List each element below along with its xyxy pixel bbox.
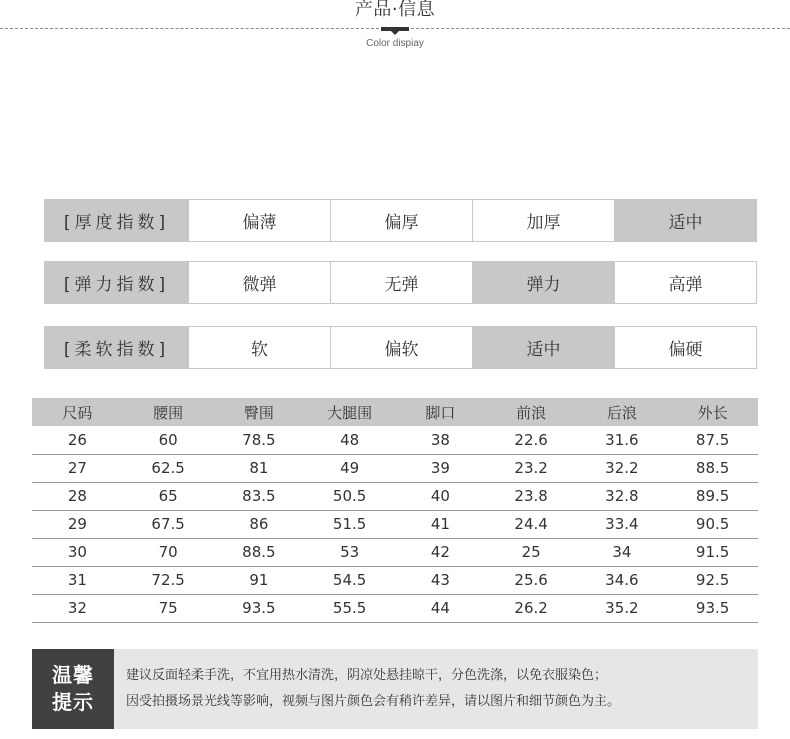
table-cell: 86 [214, 510, 305, 538]
table-cell: 51.5 [304, 510, 395, 538]
care-tip-box [32, 649, 758, 729]
care-tip-line2: 因受拍摄场景光线等影响，视频与图片颜色会有稍许差异，请以图片和细节颜色为主。 [126, 694, 621, 709]
elasticity-option-slight: 微弹 [189, 261, 331, 304]
table-row [32, 594, 758, 622]
table-cell: 53 [304, 538, 395, 566]
thickness-option-thick: 偏厚 [331, 199, 473, 242]
care-tip-title-line1: 温馨 [52, 663, 94, 687]
table-cell: 55.5 [304, 594, 395, 622]
table-cell: 30 [32, 538, 123, 566]
table-cell: 33.4 [577, 510, 668, 538]
table-cell: 88.5 [667, 454, 758, 482]
table-row [32, 566, 758, 594]
thickness-index-label: [厚度指数] [44, 199, 189, 242]
table-cell: 49 [304, 454, 395, 482]
header-size: 尺码 [32, 398, 123, 426]
header-back-rise: 后浪 [577, 398, 668, 426]
table-cell: 44 [395, 594, 486, 622]
care-tip-title [32, 649, 114, 729]
table-cell: 41 [395, 510, 486, 538]
table-cell: 40 [395, 482, 486, 510]
table-cell: 38 [395, 426, 486, 454]
table-cell: 70 [123, 538, 214, 566]
table-cell: 32.2 [577, 454, 668, 482]
table-cell: 26.2 [486, 594, 577, 622]
table-cell: 93.5 [667, 594, 758, 622]
table-cell: 87.5 [667, 426, 758, 454]
elasticity-index-row [44, 261, 757, 304]
elasticity-option-stretch: 弹力 [473, 261, 615, 304]
section-subtitle: Color dispiay [366, 38, 424, 49]
table-cell: 91.5 [667, 538, 758, 566]
table-cell: 54.5 [304, 566, 395, 594]
table-cell: 89.5 [667, 482, 758, 510]
care-tip-body [114, 649, 620, 729]
table-cell: 39 [395, 454, 486, 482]
table-cell: 72.5 [123, 566, 214, 594]
table-cell: 26 [32, 426, 123, 454]
table-cell: 81 [214, 454, 305, 482]
elasticity-index-label: [弹力指数] [44, 261, 189, 304]
table-cell: 23.8 [486, 482, 577, 510]
header-thigh: 大腿围 [304, 398, 395, 426]
softness-option-soft: 软 [189, 326, 331, 369]
table-cell: 50.5 [304, 482, 395, 510]
table-cell: 29 [32, 510, 123, 538]
header-front-rise: 前浪 [486, 398, 577, 426]
table-cell: 78.5 [214, 426, 305, 454]
table-cell: 28 [32, 482, 123, 510]
table-cell: 67.5 [123, 510, 214, 538]
care-tip-line1: 建议反面轻柔手洗，不宜用热水清洗，阴凉处悬挂晾干，分色洗涤，以免衣服染色； [126, 668, 608, 683]
care-tip-title-line2: 提示 [52, 690, 94, 714]
header-marker [381, 27, 409, 31]
table-cell: 93.5 [214, 594, 305, 622]
table-cell: 31 [32, 566, 123, 594]
header-waist: 腰围 [123, 398, 214, 426]
table-cell: 23.2 [486, 454, 577, 482]
table-cell: 42 [395, 538, 486, 566]
size-table [32, 398, 758, 623]
table-cell: 34.6 [577, 566, 668, 594]
table-row [32, 538, 758, 566]
table-cell: 62.5 [123, 454, 214, 482]
table-cell: 31.6 [577, 426, 668, 454]
table-cell: 90.5 [667, 510, 758, 538]
table-cell: 83.5 [214, 482, 305, 510]
header-hip: 臀围 [214, 398, 305, 426]
table-cell: 24.4 [486, 510, 577, 538]
softness-index-label: [柔软指数] [44, 326, 189, 369]
thickness-option-thin: 偏薄 [189, 199, 331, 242]
header-leg-opening: 脚口 [395, 398, 486, 426]
elasticity-option-high: 高弹 [615, 261, 757, 304]
table-cell: 35.2 [577, 594, 668, 622]
section-title: 产品·信息 [354, 0, 436, 20]
table-cell: 91 [214, 566, 305, 594]
elasticity-option-none: 无弹 [331, 261, 473, 304]
softness-option-slightly-hard: 偏硬 [615, 326, 757, 369]
table-cell: 88.5 [214, 538, 305, 566]
table-cell: 75 [123, 594, 214, 622]
table-cell: 32 [32, 594, 123, 622]
table-row [32, 426, 758, 454]
header-outseam: 外长 [667, 398, 758, 426]
table-cell: 32.8 [577, 482, 668, 510]
table-row [32, 482, 758, 510]
table-cell: 48 [304, 426, 395, 454]
thickness-index-row [44, 199, 757, 242]
size-table-header [32, 398, 758, 426]
table-row [32, 454, 758, 482]
table-cell: 65 [123, 482, 214, 510]
table-cell: 43 [395, 566, 486, 594]
table-cell: 22.6 [486, 426, 577, 454]
thickness-option-medium: 适中 [615, 199, 757, 242]
table-cell: 25.6 [486, 566, 577, 594]
softness-option-medium: 适中 [473, 326, 615, 369]
softness-option-slightly-soft: 偏软 [331, 326, 473, 369]
thickness-option-extra-thick: 加厚 [473, 199, 615, 242]
table-row [32, 510, 758, 538]
table-cell: 25 [486, 538, 577, 566]
table-cell: 92.5 [667, 566, 758, 594]
table-cell: 60 [123, 426, 214, 454]
softness-index-row [44, 326, 757, 369]
table-cell: 27 [32, 454, 123, 482]
table-cell: 34 [577, 538, 668, 566]
